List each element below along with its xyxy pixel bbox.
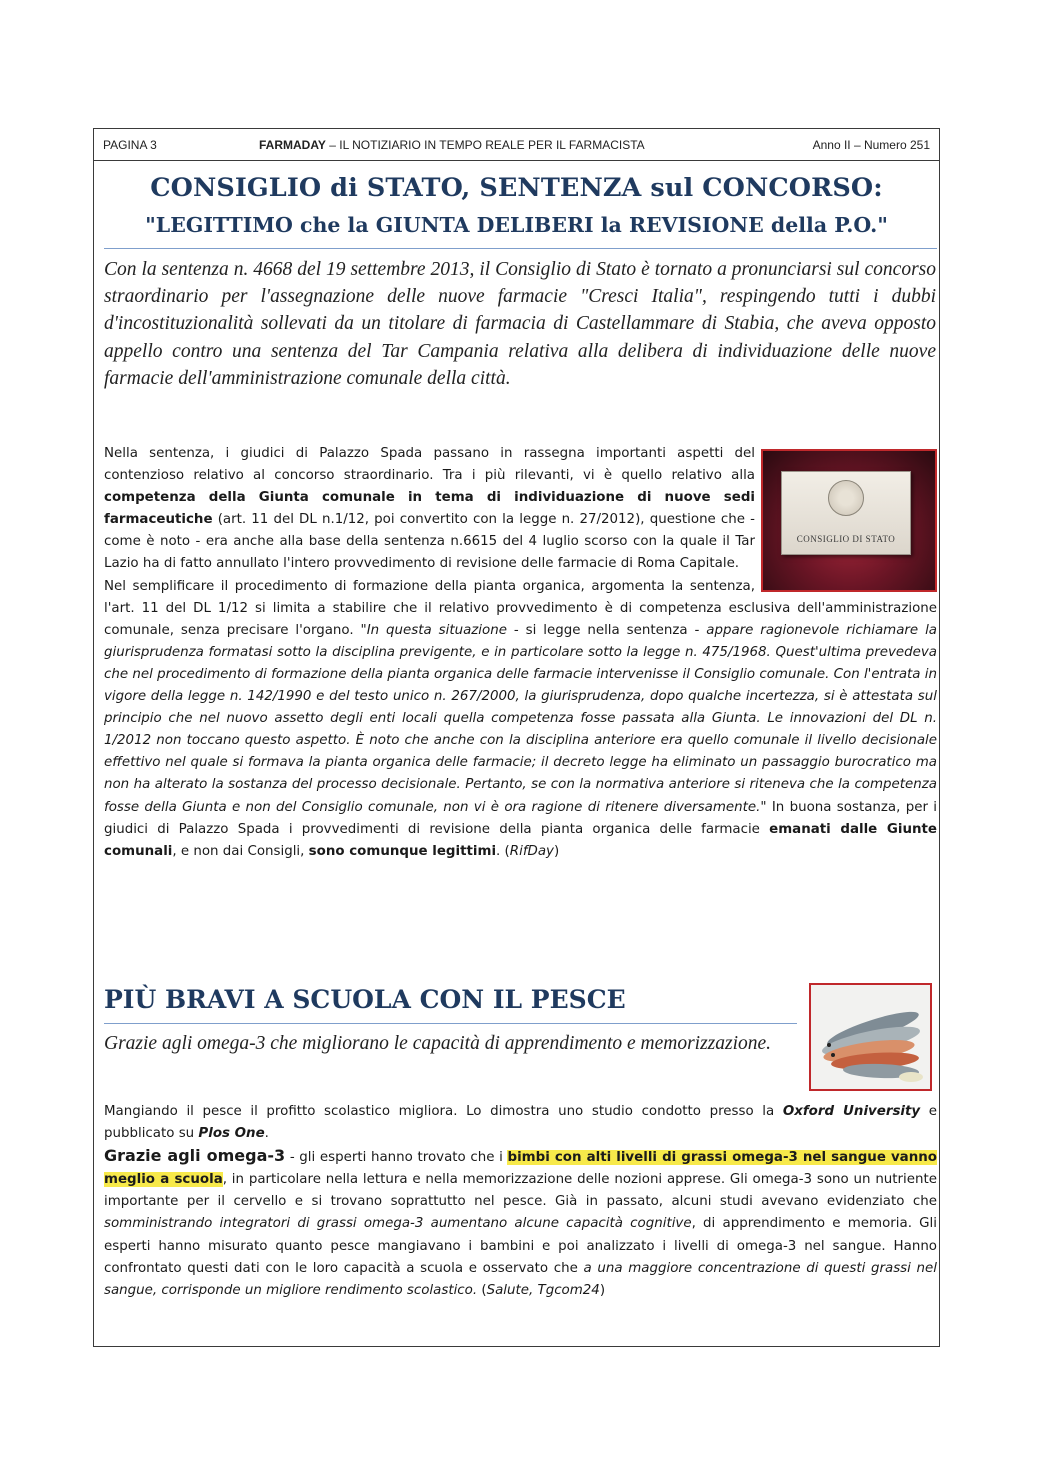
plaque-label: CONSIGLIO DI STATO bbox=[796, 534, 896, 544]
page-number: PAGINA 3 bbox=[103, 138, 157, 152]
article1-subtitle: "LEGITTIMO che la GIUNTA DELIBERI la REVISIONE della P.O." bbox=[145, 213, 888, 237]
bold-text: sono comunque legittimi bbox=[308, 843, 497, 859]
text: , in particolare nella lettura e nella memorizzazione delle nozioni apprese. Gli omega-3 sono un nutriente importante per il cervello e si trovano soprattutto nel pesce. Già in passato, alcuni studi avevano evidenziato che bbox=[104, 1172, 937, 1210]
source-ref: RifDay bbox=[509, 843, 554, 859]
article1-intro: Con la sentenza n. 4668 del 19 settembre 2013, il Consiglio di Stato è tornato a pronunciarsi sul concorso straordinario per l'assegnazione delle nuove farmacie "Cresci Italia", respingendo tutti i dubbi d'incostituzionalità sollevati da un titolare di farmacia di Castellammare di Stabia, che aveva opposto appello contro una sentenza del Tar Campania relativa alla delibera di individuazione delle nuove farmacie dell'amministrazione comunale della città. bbox=[104, 259, 936, 389]
page-header bbox=[94, 129, 939, 161]
text: ( bbox=[477, 1282, 487, 1298]
article2-paragraph bbox=[104, 1145, 937, 1302]
article1-quote-paragraph bbox=[104, 576, 937, 863]
text: (art. 11 del DL n.1/12, poi convertito con la legge n. 27/2012), questione che - come è noto - era anche alla base della sentenza n.6615 del 4 luglio scorso con la quale il Tar Lazio ha di fatto annullato l'intero provvedimento di revisione delle farmacie di Roma Capitale. bbox=[104, 512, 755, 572]
highlighted-text: bimbi con alti livelli di grassi omega-3 nel sangue vanno meglio a scuola bbox=[104, 1150, 937, 1188]
bold-italic-text: Oxford University bbox=[782, 1104, 921, 1119]
text: , di apprendimento e memoria. Gli esperti hanno misurato quanto pesce mangiavano i bambini e poi analizzato i livelli di omega-3 nel sangue. Hanno confrontato questi dati con le loro capacità a scuola e osservato che bbox=[104, 1216, 937, 1276]
text: Nella sentenza, i giudici di Palazzo Spada passano in rassegna importanti aspetti del contenzioso relativo al concorso straordinario. Tra i più rilevanti, vi è quello relativo alla bbox=[104, 446, 755, 484]
issue-number: Anno II – Numero 251 bbox=[812, 138, 930, 152]
text: - gli esperti hanno trovato che i bbox=[285, 1150, 508, 1166]
italic-quote: - appare ragionevole richiamare la giurisprudenza formatasi sotto la disciplina previgente, e in particolare sotto la legge n. 475/1968. Quest'ultima prevedeva che nel procedimento di formazione della pianta organica delle farmacie intervenisse il Consiglio comunale. Con l'entrata in vigore della legge n. 142/1990 e del testo unico n. 267/2000, la giurisprudenza, dopo qualche incertezza, si è attestata sul principio che nel nuovo assetto degli enti locali quella competenza fosse passata alla Giunta. Le innovazioni del DL n. 1/2012 non toccano questo aspetto. È noto che anche con la disciplina anteriore era quello comunale il livello decisionale effettivo nel quale si formava la pianta organica delle farmacie; il decreto legge ha eliminato un passaggio burocratico ma non ha alterato la sostanza del processo decisionale. Pertanto, se con la normativa anteriore si riteneva che la competenza fosse della Giunta e non del Consiglio comunale, non vi è ora ragione di ritenere diversamente." bbox=[104, 622, 937, 815]
newsletter-page bbox=[93, 128, 940, 1347]
bold-text: competenza della Giunta comunale in tema di individuazione di nuove sedi farmaceutiche bbox=[104, 490, 755, 528]
italic-text: In questa situazione bbox=[366, 622, 507, 638]
text: ) bbox=[553, 843, 560, 859]
tagline: – IL NOTIZIARIO IN TEMPO REALE PER IL FARMACISTA bbox=[325, 138, 645, 152]
fish-illustration bbox=[811, 985, 930, 1089]
title-divider bbox=[104, 248, 937, 249]
lead-text: Grazie agli omega-3 bbox=[104, 1146, 286, 1166]
text: In buona sostanza, per i giudici di Palazzo Spada i provvedimenti di revisione della pianta organica delle farmacie bbox=[104, 799, 937, 837]
text: . ( bbox=[496, 843, 510, 859]
source-ref: Salute, Tgcom24 bbox=[486, 1282, 600, 1298]
emblem-icon bbox=[828, 480, 864, 516]
text: - si legge nella sentenza bbox=[506, 622, 695, 638]
brand-name: FARMADAY bbox=[259, 138, 326, 152]
article2-title: PIÙ BRAVI A SCUOLA CON IL PESCE bbox=[104, 985, 626, 1014]
fish-photo bbox=[809, 983, 932, 1091]
article2-intro: Grazie agli omega-3 che migliorano le capacità di apprendimento e memorizzazione. bbox=[104, 1033, 772, 1054]
text: . bbox=[264, 1126, 269, 1142]
article2-body bbox=[104, 1101, 937, 1302]
text: , e non dai Consigli, bbox=[172, 843, 309, 859]
title-divider bbox=[104, 1023, 797, 1024]
bold-italic-text: Plos One bbox=[198, 1126, 265, 1142]
text: Mangiando il pesce il profitto scolastico migliora. Lo dimostra uno studio condotto presso la bbox=[104, 1104, 783, 1119]
article1-body bbox=[104, 443, 937, 863]
newsletter-title bbox=[259, 138, 645, 152]
text: ) bbox=[599, 1282, 606, 1298]
text: Nel semplificare il procedimento di formazione della pianta organica, argomenta la sentenza, l'art. 11 del DL 1/12 si limita a stabilire che il relativo provvedimento è di competenza esclusiva dell'amministrazione comunale, senza precisare l'organo. " bbox=[104, 578, 937, 638]
article2-paragraph bbox=[104, 1101, 937, 1145]
text: e pubblicato su bbox=[104, 1104, 937, 1142]
italic-text: somministrando integratori di grassi omega-3 aumentano alcune capacità cognitive bbox=[104, 1216, 692, 1232]
article1-title: CONSIGLIO di STATO, SENTENZA sul CONCORSO: bbox=[150, 173, 883, 203]
bold-text: emanati dalle Giunte comunali bbox=[104, 821, 938, 859]
plaque bbox=[781, 471, 911, 555]
consiglio-di-stato-photo bbox=[761, 449, 937, 592]
italic-text: a una maggiore concentrazione di questi grassi nel sangue, corrisponde un migliore rendimento scolastico. bbox=[104, 1260, 937, 1298]
